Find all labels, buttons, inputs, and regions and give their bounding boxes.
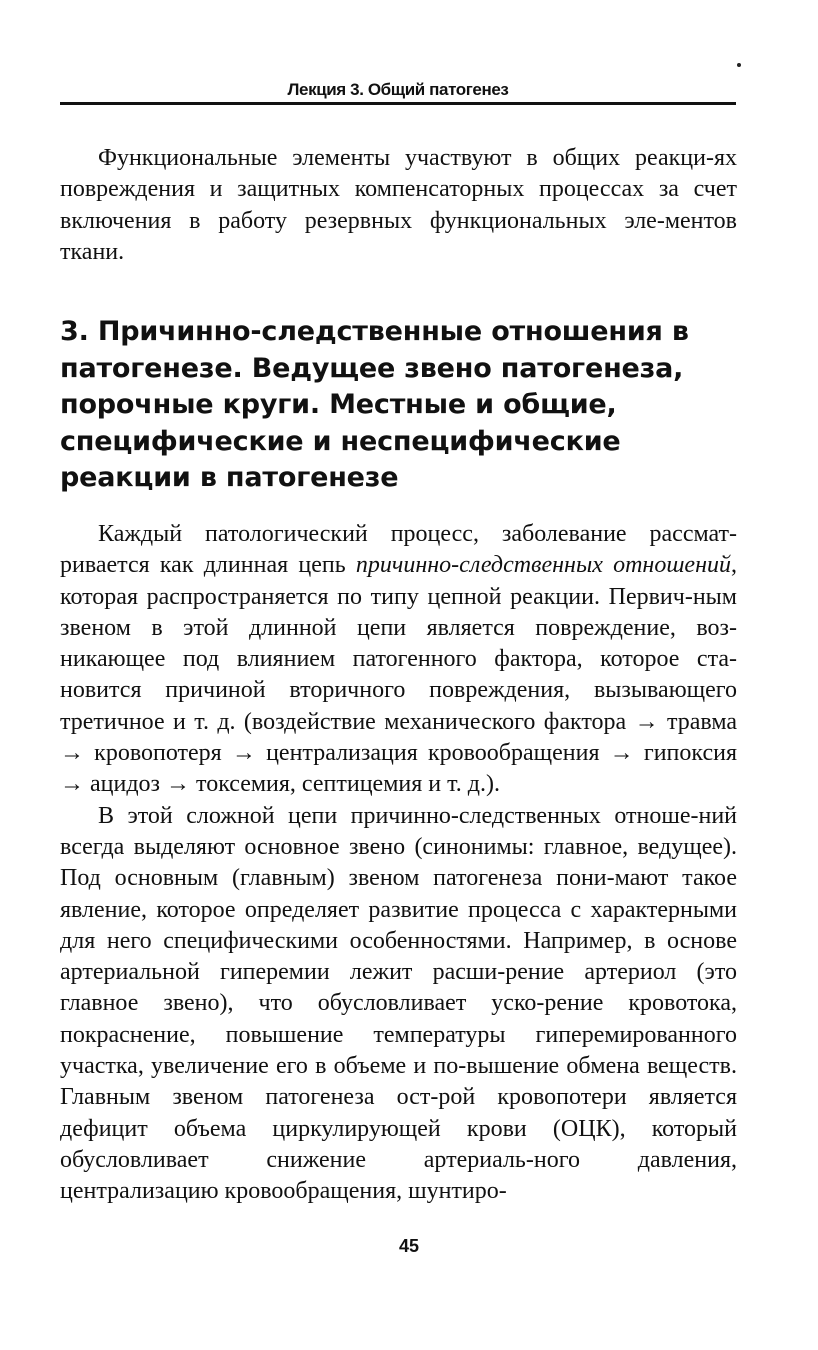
section-heading: 3. Причинно-следственные отношения в патогенезе. Ведущее звено патогенеза, порочные круги. Местные и общие, специфические и неспецифические реакции в патогенезе [60,316,689,493]
page-number: 45 [398,1236,420,1256]
intro-paragraph: Функциональные элементы участвуют в общих реакци-ях повреждения и защитных компенсаторных процессах за счет включения в работу резервных функциональных эле-ментов ткани. [60,145,737,265]
section-body [60,519,737,1208]
running-header: Лекция 3. Общий патогенез [60,78,736,105]
intro-paragraph-block [60,143,737,268]
paragraph-1-italic-term: причинно-следственных отношений [355,552,731,579]
paragraph-2: В этой сложной цепи причинно-следственных отноше-ний всегда выделяют основное звено (синонимы: главное, ведущее). Под основным (главным) звеном патогенеза пони-мают такое явление, которое определяет развитие процесса с характерными для него специфическими особенностями. Например, в основе артериальной гиперемии лежит расши-рение артериол (это главное звено), что обусловливает уско-рение кровотока, покраснение, повышение температуры гиперемированного участка, увеличение его в объеме и по-вышение обмена веществ. Главным звеном патогенеза ост-рой кровопотери является дефицит объема циркулирующей крови (ОЦК), который обусловливает снижение артериаль-ного давления, централизацию кровообращения, шунтиро- [60,802,737,1205]
paragraph-1-start: Каждый патологический процесс, заболевание рассмат-ривается как длинная цепь [60,521,737,579]
paragraph-1-end: , которая распространяется по типу цепной реакции. Первич-ным звеном в этой длинной цепи является повреждение, воз-никающее под влиянием патогенного фактора, которое ста-новится причиной вторичного повреждения, вызывающего третичное и т. д. (воздействие механического фактора → травма → кровопотеря → централизация кровообращения → гипоксия → ацидоз → токсемия, септицемия и т. д.). [60,552,737,798]
scan-speck [737,63,741,67]
paragraph-1 [60,519,737,801]
